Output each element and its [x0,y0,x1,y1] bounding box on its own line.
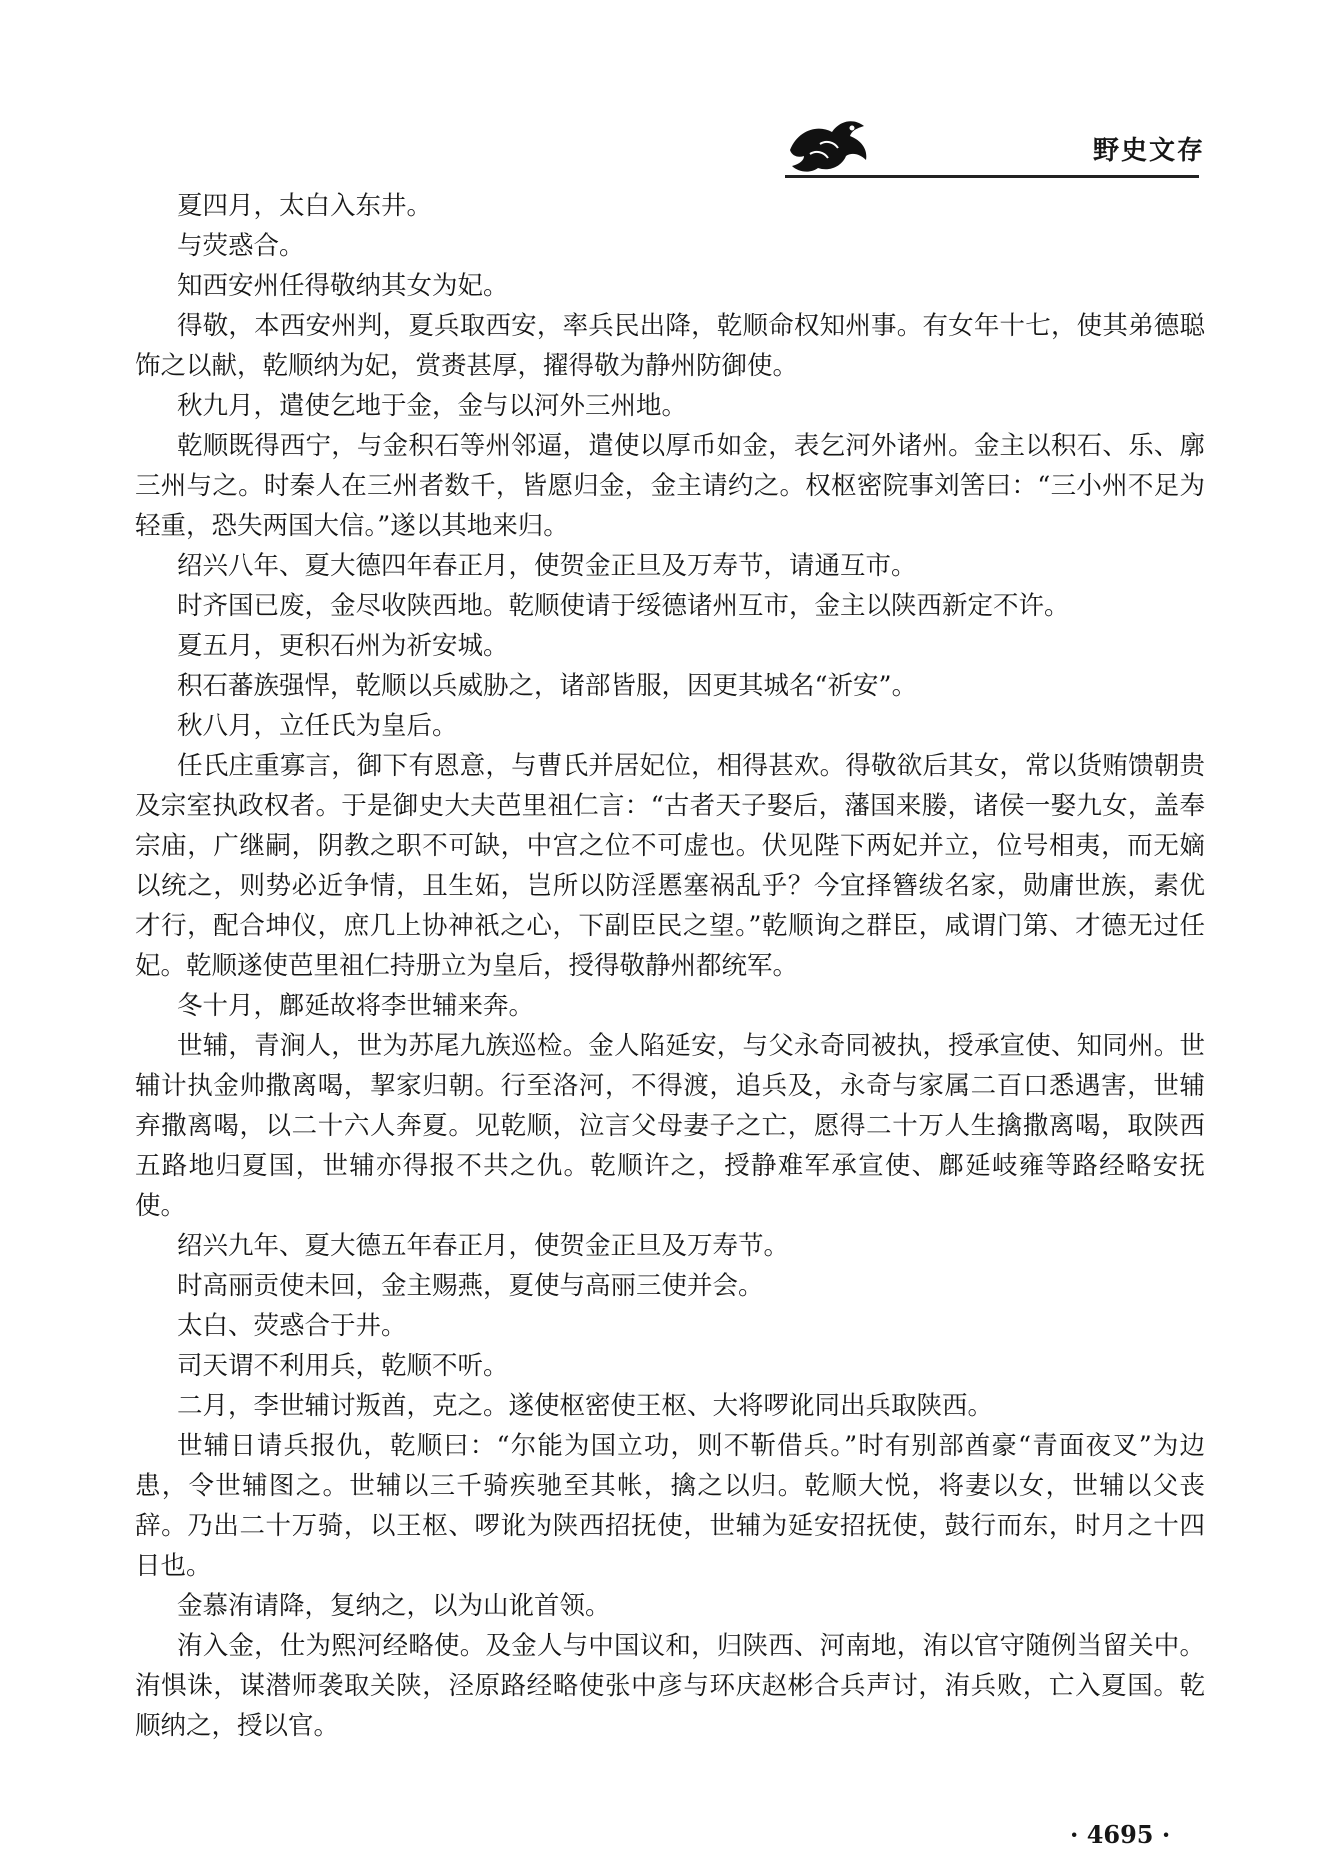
paragraph: 夏四月，太白入东井。 [177,191,433,221]
paragraph: 时齐国已废，金尽收陕西地。乾顺使请于绥德诸州互市，金主以陕西新定不许。 [177,591,1070,621]
paragraph: 乾顺既得西宁，与金积石等州邻逼，遣使以厚币如金，表乞河外诸州。金主以积石、乐、廓三州与之。时秦人在三州者数千，皆愿归金，金主请约之。权枢密院事刘筈曰：“三小州不足为轻重，恐失两国大信。”遂以其地来归。 [135,431,1205,541]
paragraph: 时高丽贡使未回，金主赐燕，夏使与高丽三使并会。 [177,1271,764,1301]
page-number: · 4695 · [1070,1820,1171,1849]
header-rule [785,175,1199,178]
paragraph: 金慕洧请降，复纳之，以为山讹首领。 [177,1591,611,1621]
paragraph: 冬十月，鄜延故将李世辅来奔。 [177,991,535,1021]
paragraph: 太白、荧惑合于井。 [177,1311,407,1341]
paragraph: 司天谓不利用兵，乾顺不听。 [177,1351,509,1381]
paragraph: 世辅日请兵报仇，乾顺曰：“尔能为国立功，则不靳借兵。”时有别部酋豪“青面夜叉”为边患，令世辅图之。世辅以三千骑疾驰至其帐，擒之以归。乾顺大悦，将妻以女，世辅以父丧辞。乃出二十万骑，以王枢、啰讹为陕西招抚使，世辅为延安招抚使，鼓行而东，时月之十四日也。 [135,1431,1205,1581]
series-title: 野史文存 [1093,136,1206,166]
paragraph: 与荧惑合。 [177,231,305,261]
body-text [135,186,1205,1746]
paragraph: 绍兴九年、夏大德五年春正月，使贺金正旦及万寿节。 [177,1231,790,1261]
paragraph: 秋九月，遣使乞地于金，金与以河外三州地。 [177,391,688,421]
paragraph: 洧入金，仕为熙河经略使。及金人与中国议和，归陕西、河南地，洧以官守随例当留关中。洧惧诛，谋潜师袭取关陕，泾原路经略使张中彦与环庆赵彬合兵声讨，洧兵败，亡入夏国。乾顺纳之，授以官。 [135,1631,1205,1741]
paragraph: 秋八月，立任氏为皇后。 [177,711,458,741]
paragraph: 得敬，本西安州判，夏兵取西安，率兵民出降，乾顺命权知州事。有女年十七，使其弟德聪饰之以献，乾顺纳为妃，赏赉甚厚，擢得敬为静州防御使。 [135,311,1205,381]
paragraph: 夏五月，更积石州为祈安城。 [177,631,509,661]
paragraph: 绍兴八年、夏大德四年春正月，使贺金正旦及万寿节，请通互市。 [177,551,917,581]
paragraph: 世辅，青涧人，世为苏尾九族巡检。金人陷延安，与父永奇同被执，授承宣使、知同州。世辅计执金帅撒离喝，挈家归朝。行至洛河，不得渡，追兵及，永奇与家属二百口悉遇害，世辅弃撒离喝，以二十六人奔夏。见乾顺，泣言父母妻子之亡，愿得二十万人生擒撒离喝，取陕西五路地归夏国，世辅亦得报不共之仇。乾顺许之，授静难军承宣使、鄜延岐雍等路经略安抚使。 [135,1031,1205,1221]
paragraph: 积石蕃族强悍，乾顺以兵威胁之，诸部皆服，因更其城名“祈安”。 [177,671,918,701]
paragraph: 二月，李世辅讨叛酋，克之。遂使枢密使王枢、大将啰讹同出兵取陕西。 [177,1391,994,1421]
dragon-emblem-icon [780,110,876,180]
paragraph: 知西安州任得敬纳其女为妃。 [177,271,509,301]
paragraph: 任氏庄重寡言，御下有恩意，与曹氏并居妃位，相得甚欢。得敬欲后其女，常以货贿馈朝贵及宗室执政权者。于是御史大夫芭里祖仁言：“古者天子娶后，藩国来媵，诸侯一娶九女，盖奉宗庙，广继嗣，阴教之职不可缺，中宫之位不可虚也。伏见陛下两妃并立，位号相夷，而无嫡以统之，则势必近争情，且生妬，岂所以防淫慝塞祸乱乎？今宜择簪绂名家，勋庸世族，素优才行，配合坤仪，庶几上协神祇之心，下副臣民之望。”乾顺询之群臣，咸谓门第、才德无过任妃。乾顺遂使芭里祖仁持册立为皇后，授得敬静州都统军。 [135,751,1205,981]
